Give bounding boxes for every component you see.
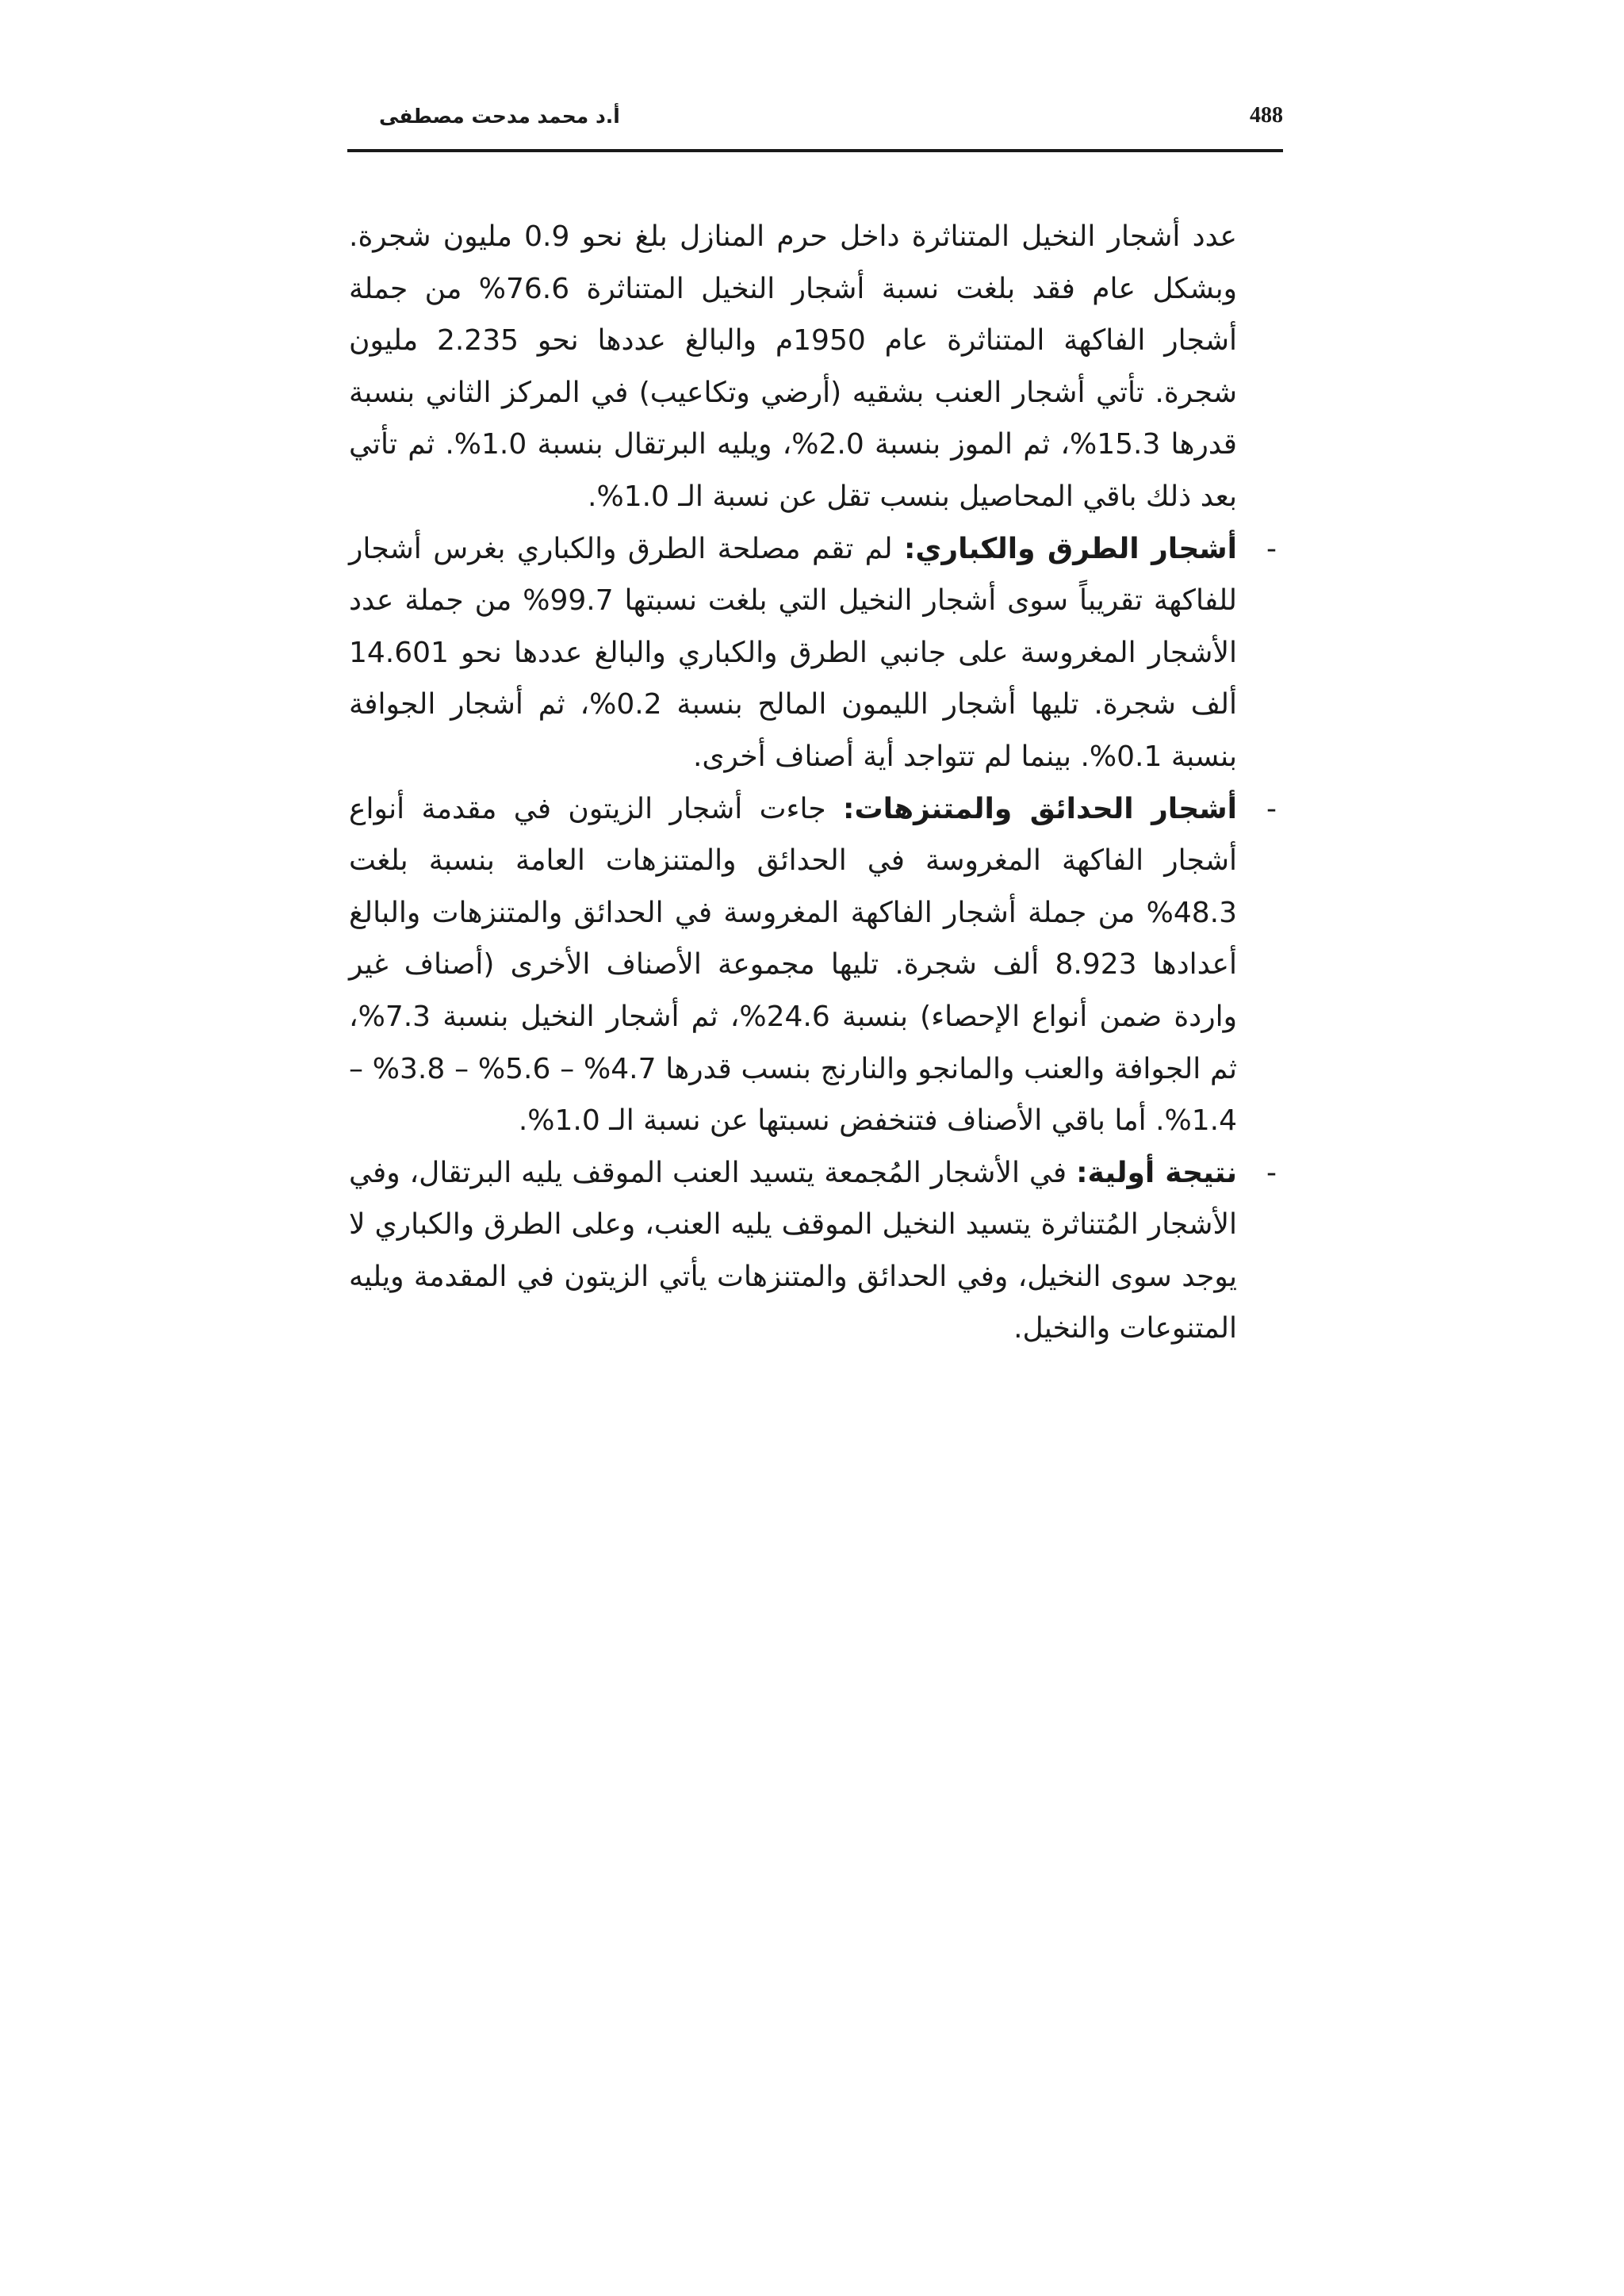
bullet-dash: - <box>1266 792 1277 825</box>
page-number: 488 <box>1250 103 1283 128</box>
item-lead: نتيجة أولية: <box>1076 1156 1237 1189</box>
list-item <box>349 1147 1277 1355</box>
item-text: لم تقم مصلحة الطرق والكباري بغرس أشجار للفاكهة تقريباً سوى أشجار النخيل التي بلغت نسبتها 99.7% من جملة عدد الأشجار المغروسة على جانبي الطرق والكباري والبالغ عددها نحو 14.601 ألف شجرة. تليها أشجار الليمون المالح بنسبة 0.2%، ثم أشجار الجوافة بنسبة 0.1%. بينما لم تتواجد أية أصناف أخرى. <box>349 532 1238 773</box>
list-item <box>349 783 1277 1147</box>
intro-paragraph: عدد أشجار النخيل المتناثرة داخل حرم المنازل بلغ نحو 0.9 مليون شجرة. وبشكل عام فقد بلغت نسبة أشجار النخيل المتناثرة 76.6% من جملة أشجار الفاكهة المتناثرة عام 1950م والبالغ عددها نحو 2.235 مليون شجرة. تأتي أشجار العنب بشقيه (أرضي وتكاعيب) في المركز الثاني بنسبة قدرها 15.3%، ثم الموز بنسبة 2.0%، ويليه البرتقال بنسبة 1.0%. ثم تأتي بعد ذلك باقي المحاصيل بنسب تقل عن نسبة الـ 1.0%. <box>349 220 1237 513</box>
item-text: جاءت أشجار الزيتون في مقدمة أنواع أشجار الفاكهة المغروسة في الحدائق والمتنزهات العامة بنسبة بلغت 48.3% من جملة أشجار الفاكهة المغروسة في الحدائق والمتنزهات والبالغ أعدادها 8.923 ألف شجرة. تليها مجموعة الأصناف الأخرى (أصناف غير واردة ضمن أنواع الإحصاء) بنسبة 24.6%، ثم أشجار النخيل بنسبة 7.3%، ثم الجوافة والعنب والمانجو والنارنج بنسب قدرها 4.7% – 5.6% – 3.8% – 1.4%. أما باقي الأصناف فتنخفض نسبتها عن نسبة الـ 1.0%. <box>349 792 1238 1138</box>
item-lead: أشجار الطرق والكباري: <box>904 532 1238 565</box>
bullet-dash: - <box>1266 1156 1277 1189</box>
author-name: أ.د محمد مدحت مصطفى <box>379 105 620 128</box>
item-text: في الأشجار المُجمعة يتسيد العنب الموقف يليه البرتقال، وفي الأشجار المُتناثرة يتسيد النخيل الموقف يليه العنب، وعلى الطرق والكباري لا يوجد سوى النخيل، وفي الحدائق والمتنزهات يأتي الزيتون في المقدمة ويليه المتنوعات والنخيل. <box>349 1156 1237 1345</box>
item-lead: أشجار الحدائق والمتنزهات: <box>843 792 1237 825</box>
bullet-dash: - <box>1266 532 1277 565</box>
body-text <box>349 211 1277 1355</box>
running-header <box>347 101 1283 152</box>
list-item <box>349 523 1277 783</box>
bullet-list <box>349 523 1277 1356</box>
